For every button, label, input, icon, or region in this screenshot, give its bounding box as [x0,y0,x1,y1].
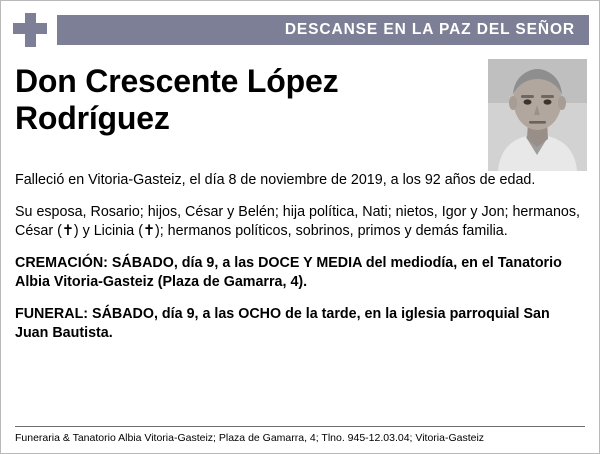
paragraph-cremation: CREMACIÓN: SÁBADO, día 9, a las DOCE Y MEDIA del mediodía, en el Tanatorio Albia Vitoria-Gasteiz (Plaza de Gamarra, 4). [15,255,562,290]
name-block [1,53,599,171]
obituary-header [1,1,599,53]
banner-text: DESCANSE EN LA PAZ DEL SEÑOR [284,21,575,38]
paragraph-family: Su esposa, Rosario; hijos, César y Belén; hija política, Nati; nietos, Igor y Jon; hermanos, César (✝) y Licinia (✝); hermanos políticos, sobrinos, primos y demás familia. [15,204,581,239]
deceased-name: Don Crescente López Rodríguez [15,63,339,137]
funeral-home-info: Funeraria & Tanatorio Albia Vitoria-Gasteiz; Plaza de Gamarra, 4; Tlno. 945-12.03.04; Vitoria-Gasteiz [15,431,485,444]
paragraph-death-notice: Falleció en Vitoria-Gasteiz, el día 8 de noviembre de 2019, a los 92 años de edad. [15,172,536,188]
footer-divider [15,426,585,427]
paragraph-funeral: FUNERAL: SÁBADO, día 9, a las OCHO de la tarde, en la iglesia parroquial San Juan Bautista. [15,306,550,341]
cross-icon [13,13,47,47]
portrait-photo [488,59,587,171]
obituary-footer [1,420,599,453]
obituary-body [1,171,599,343]
banner-bar [57,15,589,45]
